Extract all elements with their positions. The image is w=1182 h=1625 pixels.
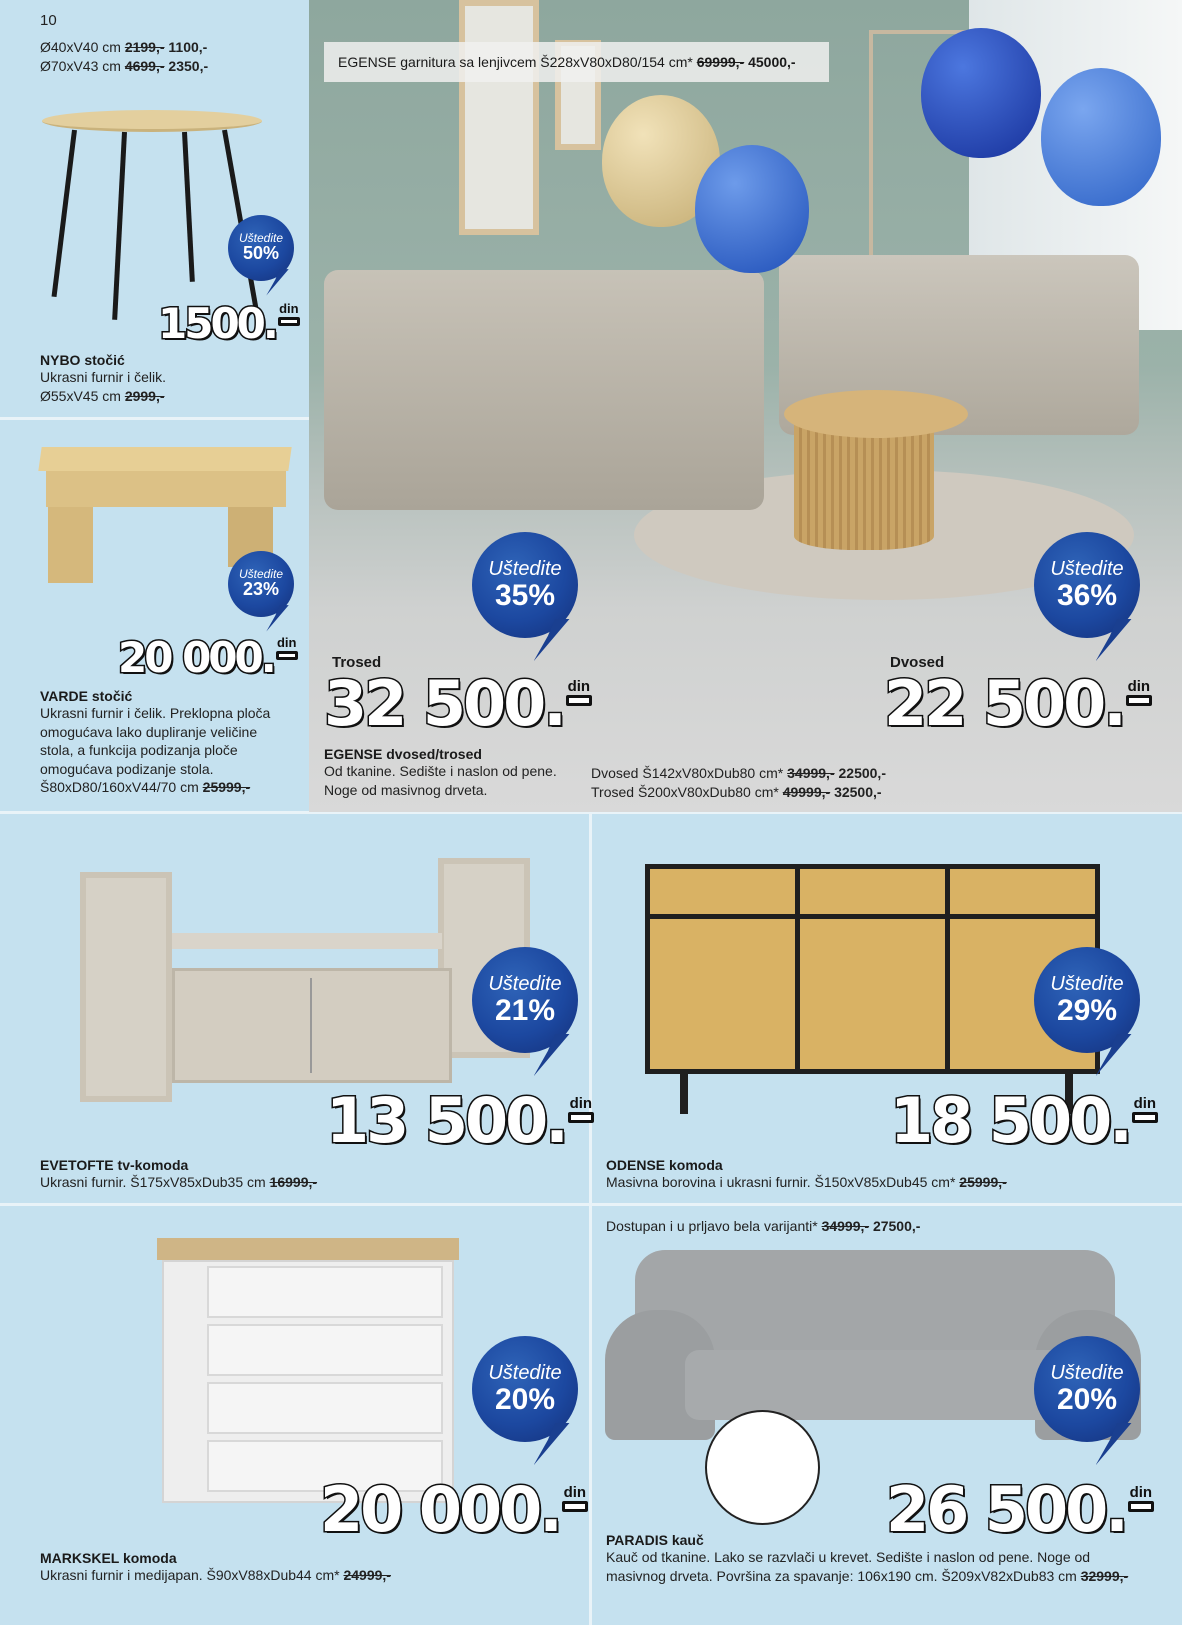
odense-info: ODENSE komoda Masivna borovina i ukrasni furnir. Š150xV85xDub45 cm* 25999,- xyxy=(606,1157,1007,1190)
balloon-blue xyxy=(1041,68,1161,206)
balloon-blue xyxy=(695,145,809,273)
discount-badge: Uštedite 23% xyxy=(228,551,294,617)
dvosed-discount-badge: Uštedite 36% xyxy=(1034,532,1140,638)
variant-row: Dvosed Š142xV80xDub80 cm* 34999,- 22500,- xyxy=(591,765,886,781)
nybo-price: 1500. din xyxy=(158,299,299,348)
size-row: Ø40xV40 cm 2199,- 1100,- xyxy=(40,39,208,55)
paradis-price: 26 500. din xyxy=(886,1473,1153,1546)
egense-variants xyxy=(591,764,886,801)
nybo-size-list xyxy=(40,38,208,75)
dvosed-price: 22 500. din xyxy=(884,667,1151,740)
product-title: EVETOFTE tv-komoda xyxy=(40,1157,189,1173)
product-title: VARDE stočić xyxy=(40,688,133,704)
trosed-label: Trosed xyxy=(332,654,382,671)
nybo-info: NYBO stočić Ukrasni furnir i čelik. Ø55xV45 cm 2999,- xyxy=(40,352,167,404)
markskel-dresser-image xyxy=(157,1238,459,1503)
dvosed-label: Dvosed xyxy=(890,654,945,671)
varde-info: VARDE stočić Ukrasni furnir i čelik. Preklopna ploča omogućava lako dupliranje veličine stola, a funkcija podizanja ploče omogućava podizanje stola. Š80xD80/160xV44/70 cm 25999,- xyxy=(40,688,300,797)
evetofte-price: 13 500. din xyxy=(326,1084,593,1157)
trosed-sofa xyxy=(324,270,764,510)
discount-badge: Uštedite 29% xyxy=(1034,947,1140,1053)
coffee-table-top xyxy=(784,390,968,438)
paradis-info: PARADIS kauč Kauč od tkanine. Lako se razvlači u krevet. Sedište i naslon od pene. Noge od masivnog drveta. Površina za spavanje: 106x190 cm. Š209xV82xDub83 cm 32999,- xyxy=(606,1532,1176,1585)
trosed-discount-badge: Uštedite 35% xyxy=(472,532,578,638)
product-title: PARADIS kauč xyxy=(606,1532,704,1548)
product-title: NYBO stočić xyxy=(40,352,125,368)
sofa-bed-inset xyxy=(705,1410,820,1525)
odense-sideboard-image xyxy=(645,864,1100,1114)
divider xyxy=(0,417,309,420)
balloon-blue xyxy=(921,28,1041,158)
product-title: EGENSE dvosed/trosed xyxy=(324,746,482,762)
evetofte-tv-unit-image xyxy=(80,858,530,1103)
page-number: 10 xyxy=(40,12,57,29)
wall-frame xyxy=(459,0,539,235)
discount-badge: Uštedite 20% xyxy=(472,1336,578,1442)
egense-info: EGENSE dvosed/trosed Od tkanine. Sedište i naslon od pene. Noge od masivnog drveta. xyxy=(324,746,557,798)
discount-badge: Uštedite 50% xyxy=(228,215,294,281)
discount-badge: Uštedite 21% xyxy=(472,947,578,1053)
paradis-variant-note: Dostupan i u prljavo bela varijanti* 34999,- 27500,- xyxy=(606,1218,921,1234)
evetofte-info: EVETOFTE tv-komoda Ukrasni furnir. Š175xV85xDub35 cm 16999,- xyxy=(40,1157,318,1190)
odense-price: 18 500. din xyxy=(890,1084,1157,1157)
nybo-table-image xyxy=(42,110,262,320)
product-title: ODENSE komoda xyxy=(606,1157,723,1173)
markskel-price: 20 000. din xyxy=(320,1473,587,1546)
discount-badge: Uštedite 20% xyxy=(1034,1336,1140,1442)
size-row: Ø70xV43 cm 4699,- 2350,- xyxy=(40,57,209,74)
egense-set-note: EGENSE garnitura sa lenjivcem Š228xV80xD80/154 cm* 69999,- 45000,- xyxy=(324,42,829,82)
trosed-price: 32 500. din xyxy=(324,667,591,740)
variant-row: Trosed Š200xV80xDub80 cm* 49999,- 32500,- xyxy=(591,783,882,800)
markskel-info: MARKSKEL komoda Ukrasni furnir i medijapan. Š90xV88xDub44 cm* 24999,- xyxy=(40,1550,391,1583)
varde-price: 20 000. din xyxy=(118,633,297,682)
product-title: MARKSKEL komoda xyxy=(40,1550,177,1566)
divider xyxy=(589,811,592,1625)
